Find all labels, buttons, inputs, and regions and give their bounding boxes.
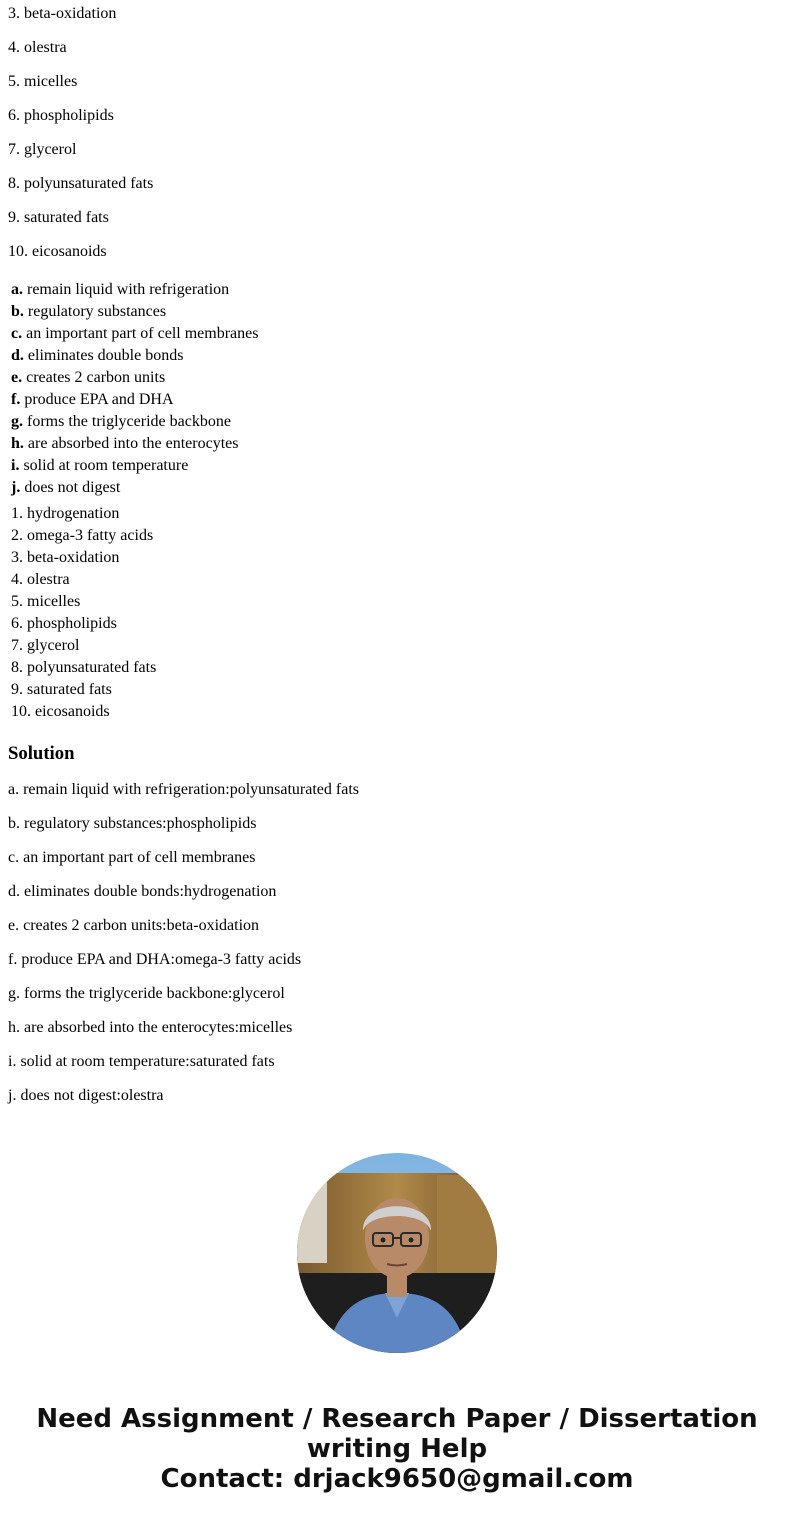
list-item: 7. glycerol (8, 141, 77, 158)
description-row (11, 279, 786, 301)
promo-line: writing Help (306, 1434, 488, 1464)
description-letter: h. (11, 435, 24, 452)
description-text: remain liquid with refrigeration (27, 281, 230, 298)
list-item: 3. beta-oxidation (8, 5, 117, 22)
term-row: 5. micelles (11, 593, 81, 610)
list-item: 9. saturated fats (8, 209, 109, 226)
solution-answer: g. forms the triglyceride backbone:glycerol (8, 985, 285, 1002)
description-text: produce EPA and DHA (24, 391, 174, 408)
promo-line: Need Assignment / Research Paper / Dissertation (36, 1404, 758, 1434)
description-text: an important part of cell membranes (26, 325, 259, 342)
description-text: does not digest (24, 479, 121, 496)
description-letter: d. (11, 347, 24, 364)
solution-answer: d. eliminates double bonds:hydrogenation (8, 883, 277, 900)
solution-answer: i. solid at room temperature:saturated fats (8, 1053, 275, 1070)
description-letter: f. (11, 391, 21, 408)
promo-banner (0, 1404, 794, 1494)
description-letter: g. (11, 413, 23, 430)
solution-answer: f. produce EPA and DHA:omega-3 fatty acids (8, 951, 302, 968)
description-row (11, 323, 786, 345)
description-row (11, 477, 786, 499)
description-text: are absorbed into the enterocytes (27, 435, 239, 452)
description-text: solid at room temperature (23, 457, 189, 474)
term-row: 9. saturated fats (11, 681, 112, 698)
description-letter: j. (11, 479, 21, 496)
solution-answer: h. are absorbed into the enterocytes:micelles (8, 1019, 293, 1036)
description-letter: i. (11, 457, 20, 474)
list-item: 6. phospholipids (8, 107, 114, 124)
solution-answer: c. an important part of cell membranes (8, 849, 256, 866)
description-row (11, 301, 786, 323)
description-text: regulatory substances (27, 303, 167, 320)
solution-answer: a. remain liquid with refrigeration:polyunsaturated fats (8, 781, 359, 798)
description-row (11, 455, 786, 477)
list-item: 5. micelles (8, 73, 78, 90)
term-row: 7. glycerol (11, 637, 80, 654)
description-row (11, 411, 786, 433)
description-text: forms the triglyceride backbone (27, 413, 231, 430)
description-letter: a. (11, 281, 23, 298)
description-row (11, 433, 786, 455)
term-row: 10. eicosanoids (11, 703, 110, 720)
list-item: 10. eicosanoids (8, 243, 107, 260)
description-list (8, 279, 786, 499)
list-item: 4. olestra (8, 39, 67, 56)
term-row: 3. beta-oxidation (11, 549, 120, 566)
description-letter: c. (11, 325, 23, 342)
term-row: 2. omega-3 fatty acids (11, 527, 154, 544)
description-text: eliminates double bonds (27, 347, 184, 364)
solution-heading: Solution (8, 743, 75, 764)
description-letter: b. (11, 303, 24, 320)
description-row (11, 345, 786, 367)
solution-answer: b. regulatory substances:phospholipids (8, 815, 257, 832)
term-list (8, 503, 786, 723)
description-row (11, 367, 786, 389)
solution-answer: e. creates 2 carbon units:beta-oxidation (8, 917, 260, 934)
term-row: 4. olestra (11, 571, 70, 588)
top-term-list (8, 0, 786, 261)
solution-answer: j. does not digest:olestra (8, 1087, 164, 1104)
description-row (11, 389, 786, 411)
solution-list (8, 781, 786, 1105)
description-text: creates 2 carbon units (26, 369, 166, 386)
author-avatar (297, 1153, 497, 1353)
promo-contact: Contact: drjack9650@gmail.com (160, 1464, 634, 1494)
term-row: 8. polyunsaturated fats (11, 659, 157, 676)
description-letter: e. (11, 369, 23, 386)
list-item: 8. polyunsaturated fats (8, 175, 154, 192)
term-row: 6. phospholipids (11, 615, 117, 632)
term-row: 1. hydrogenation (11, 505, 120, 522)
